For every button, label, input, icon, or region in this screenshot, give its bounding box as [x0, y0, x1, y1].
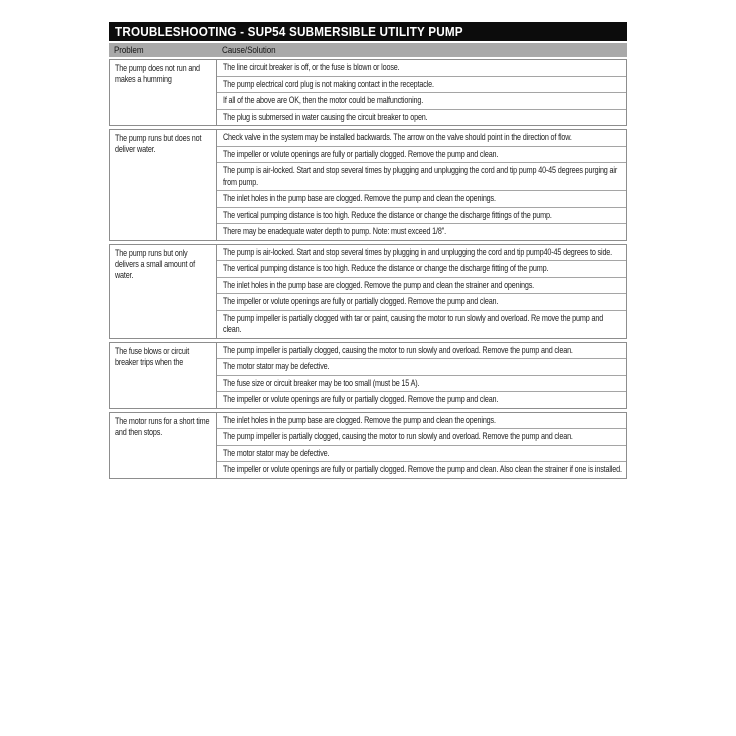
cause-row [217, 310, 626, 338]
table-section-1 [109, 129, 627, 241]
troubleshooting-table [109, 59, 627, 479]
cause-text: The line circuit breaker is off, or the fuse is blown or loose. [223, 62, 400, 73]
cause-text: Check valve in the system may be installed backwards. The arrow on the valve should point in the direction of flow. [223, 132, 572, 143]
problem-text: The pump runs but does not deliver water. [115, 133, 202, 155]
cause-row [217, 260, 626, 277]
cause-text: If all of the above are OK, then the motor could be malfunctioning. [223, 95, 424, 106]
cause-row [217, 92, 626, 109]
cause-row [217, 277, 626, 294]
table-section-0 [109, 59, 627, 126]
cause-list [217, 245, 626, 338]
problem-text: The motor runs for a short time and then stops. [115, 415, 210, 438]
cause-row [217, 445, 626, 462]
cause-row [217, 413, 626, 429]
cause-list [217, 413, 626, 478]
table-section-4 [109, 412, 627, 479]
cause-list [217, 130, 626, 240]
problem-cell [110, 60, 217, 125]
title-bar [109, 22, 627, 41]
cause-row [217, 223, 626, 240]
cause-text: The impeller or volute openings are fully or partially clogged. Remove the pump and clean. Also clean the strainer if one is installed. [223, 464, 622, 475]
cause-text: The vertical pumping distance is too high. Reduce the distance or change the discharge fittings of the pump. [223, 209, 552, 221]
cause-row [217, 162, 626, 190]
problem-text: The pump does not run and makes a humming [115, 63, 200, 85]
cause-row [217, 343, 626, 359]
cause-text: The fuse size or circuit breaker may be too small (must be 15 A). [223, 377, 420, 389]
problem-text: The pump runs but only delivers a small amount of water. [115, 247, 195, 281]
cause-text: The impeller or volute openings are fully or partially clogged. Remove the pump and clean. [223, 394, 499, 405]
cause-text: The inlet holes in the pump base are clogged. Remove the pump and clean the openings. [223, 414, 496, 426]
cause-row [217, 293, 626, 310]
cause-row [217, 358, 626, 375]
cause-row [217, 375, 626, 392]
cause-text: The inlet holes in the pump base are clogged. Remove the pump and clean the openings. [223, 193, 496, 204]
problem-text: The fuse blows or circuit breaker trips when the [115, 345, 190, 368]
cause-text: The plug is submersed in water causing the circuit breaker to open. [223, 111, 428, 123]
cause-text: There may be enadequate water depth to pump. Note: must exceed 1/8". [223, 226, 447, 237]
cause-text: The inlet holes in the pump base are clogged. Remove the pump and clean the strainer and openings. [223, 279, 535, 291]
cause-text: The pump is air-locked. Start and stop several times by plugging and unplugging the cord and tip pump 40-45 degrees purging air from pump. [223, 165, 618, 188]
cause-list [217, 343, 626, 408]
cause-text: The impeller or volute openings are fully or partially clogged. Remove the pump and clean. [223, 148, 499, 160]
cause-text: The motor stator may be defective. [223, 447, 330, 459]
problem-cell [110, 343, 217, 408]
cause-text: The motor stator may be defective. [223, 361, 330, 372]
problem-cell [110, 413, 217, 478]
cause-row [217, 461, 626, 478]
problem-cell [110, 245, 217, 338]
cause-row [217, 130, 626, 146]
page-title: TROUBLESHOOTING - SUP54 SUBMERSIBLE UTILITY PUMP [115, 24, 463, 39]
cause-list [217, 60, 626, 125]
cause-text: The pump electrical cord plug is not making contact in the receptacle. [223, 78, 434, 90]
table-header-row [109, 43, 627, 57]
cause-text: The pump impeller is partially clogged, causing the motor to run slowly and overload. Remove the pump and clean. [223, 431, 573, 442]
cause-row [217, 109, 626, 126]
cause-row [217, 245, 626, 261]
column-header-cause-solution: Cause/Solution [222, 44, 276, 56]
cause-text: The impeller or volute openings are fully or partially clogged. Remove the pump and clean. [223, 296, 499, 307]
cause-row [217, 146, 626, 163]
cause-text: The vertical pumping distance is too high. Reduce the distance or change the discharge fitting of the pump. [223, 263, 549, 274]
column-header-problem: Problem [114, 44, 144, 56]
table-section-2 [109, 244, 627, 339]
cause-text: The pump is air-locked. Start and stop several times by plugging in and unplugging the cord and tip pump40-45 degrees to side. [223, 246, 613, 258]
cause-row [217, 190, 626, 207]
cause-text: The pump impeller is partially clogged, causing the motor to run slowly and overload. Remove the pump and clean. [223, 344, 573, 356]
cause-row [217, 428, 626, 445]
cause-row [217, 60, 626, 76]
cause-row [217, 76, 626, 93]
cause-text: The pump impeller is partially clogged with tar or paint, causing the motor to run slowly and overload. Re move the pump and clean. [223, 312, 604, 335]
cause-row [217, 391, 626, 408]
table-section-3 [109, 342, 627, 409]
cause-row [217, 207, 626, 224]
problem-cell [110, 130, 217, 240]
troubleshooting-document [109, 22, 627, 482]
